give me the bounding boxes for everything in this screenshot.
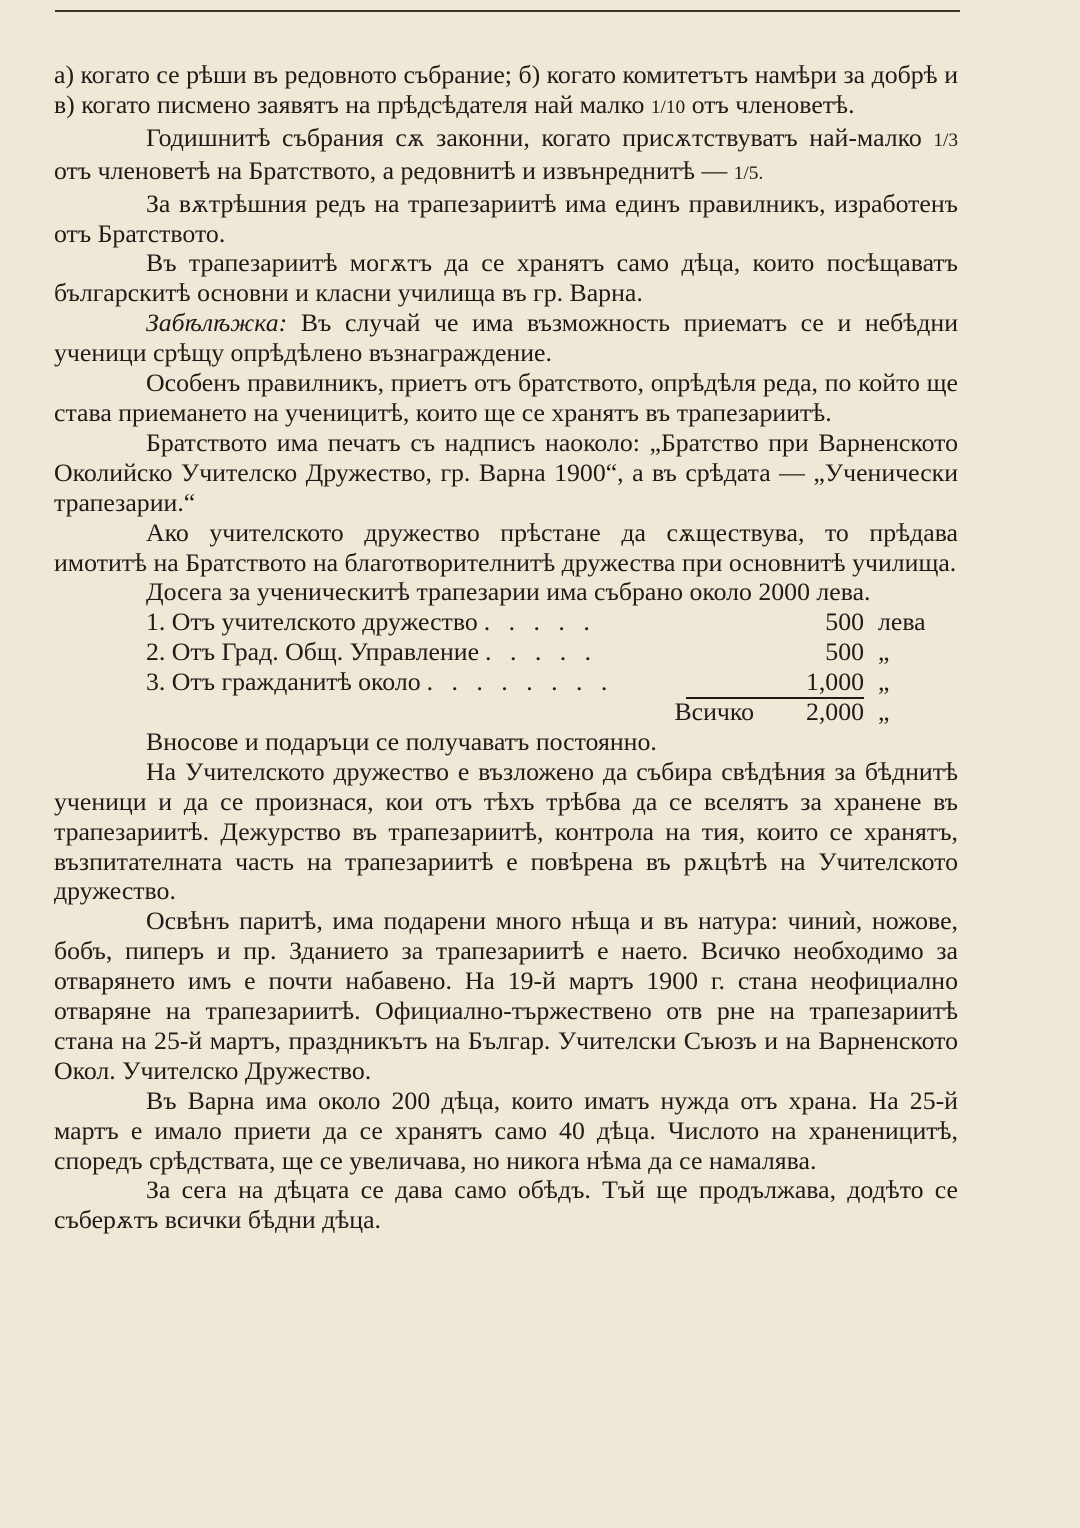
paragraph: Братството има печатъ съ надписъ наоколо: „Братство при Варненското Околийско Учителско Дружество, гр. Варна 1900“, а въ срѣдата — „Ученически трапезарии.“ (54, 427, 958, 517)
paragraph: а) когато се рѣши въ редовното събрание; б) когато комитетътъ намѣри за добрѣ и в) когато писмено заявятъ на прѣдсѣдателя най малко 1/10 отъ членоветѣ. (54, 60, 958, 119)
paragraph: На Учителското дружество е възложено да събира свѣдѣния за бѣднитѣ ученици и да се произнася, кои отъ тѣхъ трѣбва да се вселятъ за хранене въ трапезариитѣ. Дежурство въ трапезариитѣ, контрола на тия, които се хранятъ, възпитателната часть на трапезариитѣ е повѣрена въ рѫцѣтѣ на Учителското дружество. (54, 756, 958, 906)
paragraph: Въ трапезариитѣ могѫтъ да се хранятъ само дѣца, които посѣщаватъ българскитѣ основни и класни училища въ гр. Варна. (54, 248, 958, 308)
donation-row: 1. Отъ учителското дружество . . . . . 500 лева (146, 607, 926, 637)
paragraph: Досега за ученическитѣ трапезарии има събрано около 2000 лева. (146, 577, 871, 607)
note-label: Забѣлѣжка: (146, 308, 288, 338)
paragraph: Ако учителското дружество прѣстане да сѫществува, то прѣдава имотитѣ на Братството на благотворителнитѣ дружества при основнитѣ училища. (54, 517, 958, 577)
paragraph: Особенъ правилникъ, приетъ отъ братството, опрѣдѣля реда, по който ще става приемането на ученицитѣ, които ще се хранятъ въ трапезариитѣ. (54, 368, 958, 427)
paragraph: За сега на дѣцата се дава само обѣдъ. Тъй ще продължава, додѣто се съберѫтъ всички бѣдни дѣца. (54, 1175, 958, 1235)
fraction: 1/10 (650, 96, 686, 118)
paragraph: Вносове и подаръци се получаватъ постоянно. (146, 726, 657, 756)
donation-row: 3. Отъ гражданитѣ около . . . . . . . . 1,000 „ (146, 667, 956, 697)
fraction: 1/3 (933, 129, 959, 151)
header-rule (55, 10, 960, 12)
donations-total: Всичко 2,000 „ (674, 696, 890, 726)
donation-row: 2. Отъ Град. Общ. Управление . . . . . 500 „ (146, 637, 890, 667)
paragraph: Годишнитѣ събрания сѫ законни, когато присѫтствуватъ най-малко 1/3 отъ членоветѣ на Братството, а редовнитѣ и извънреднитѣ — 1/5. (54, 122, 959, 185)
paragraph: Освѣнъ паритѣ, има подарени много нѣща и въ натура: чиниѝ, ножове, бобъ, пиперъ и пр. Зданието за трапезариитѣ е наето. Всичко необходимо за отварянето имъ е почти набавено. На 19-й мартъ 1900 г. стана неофициално отваряне на трапезариитѣ. Официално-тържествено отв рне на трапезариитѣ стана на 25-й мартъ, праздникътъ на Българ. Учителски Съюзъ и на Варненското Окол. Учителско Дружество. (54, 906, 958, 1085)
donations-list (146, 607, 956, 697)
note-paragraph: Забѣлѣжка: Въ случай че има възможность приематъ се и небѣдни ученици срѣщу опрѣдѣлено възнаграждение. (54, 308, 958, 368)
paragraph: За вѫтрѣшния редъ на трапезариитѣ има единъ правилникъ, изработенъ отъ Братството. (54, 188, 958, 248)
fraction: 1/5. (733, 162, 764, 184)
document-page (54, 60, 958, 1235)
paragraph: Въ Варна има около 200 дѣца, които иматъ нужда отъ храна. На 25-й мартъ е имало приети да се хранятъ само 40 дѣца. Числото на храненицитѣ, споредъ срѣдствата, ще се увеличава, но никога нѣма да се намалява. (54, 1085, 958, 1175)
